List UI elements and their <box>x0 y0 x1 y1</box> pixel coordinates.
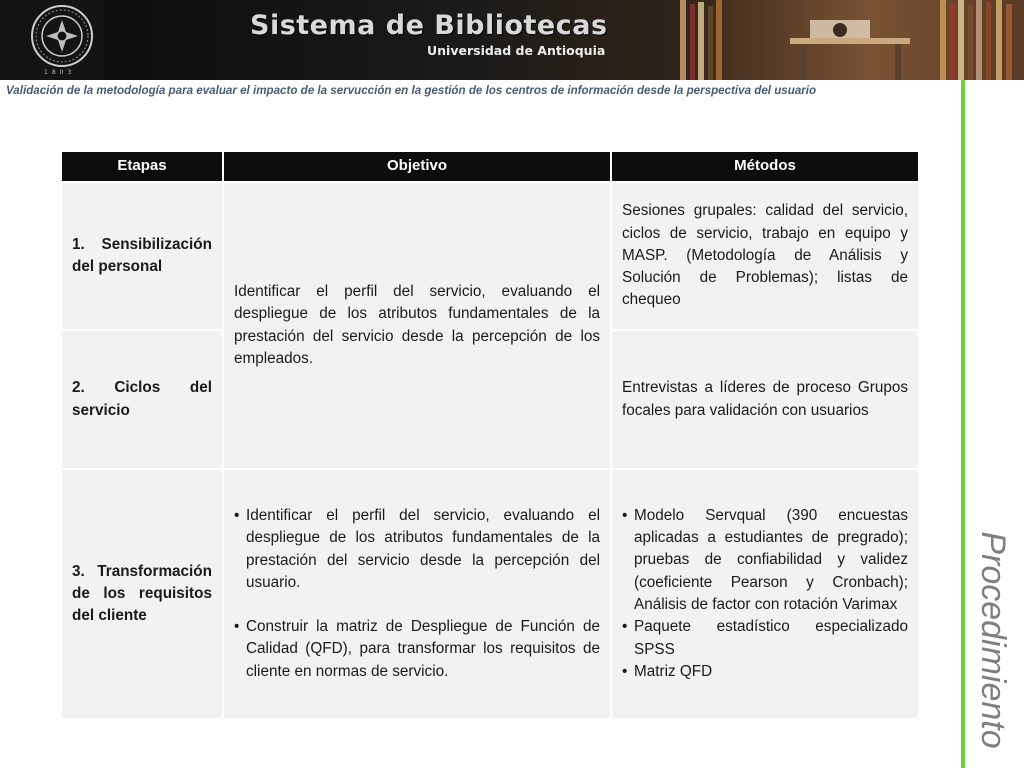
banner-subtitle: Universidad de Antioquia <box>427 43 606 58</box>
logo-area <box>0 0 104 80</box>
metodos-cell <box>612 470 918 718</box>
metodos-cell: Sesiones grupales: calidad del servicio, ciclos de servicio, trabajo en equipo y MASP. (Metodología de Análisis y Solución de Problemas); listas de chequeo <box>612 183 918 329</box>
metodos-cell: Entrevistas a líderes de proceso Grupos focales para validación con usuarios <box>612 331 918 468</box>
header-etapas: Etapas <box>62 152 222 181</box>
table-row <box>62 470 918 718</box>
table-row <box>62 183 918 329</box>
list-item: • Matriz QFD <box>622 661 908 683</box>
list-item: • Construir la matriz de Despliegue de Función de Calidad (QFD), para transformar los requisitos de cliente en normas de servicio. <box>234 616 600 683</box>
list-item: • Modelo Servqual (390 encuestas aplicadas a estudiantes de pregrado); pruebas de confiabilidad y validez (coeficiente Pearson y Cronbach); Análisis de factor con rotación Varimax <box>622 505 908 616</box>
objetivo-cell-shared: Identificar el perfil del servicio, evaluando el despliegue de los atributos fundamentales de la prestación del servicio desde la percepción de los empleados. <box>224 183 610 468</box>
etapa-cell: 2. Ciclos del servicio <box>62 331 222 468</box>
etapa-cell: 3. Transformación de los requisitos del cliente <box>62 470 222 718</box>
list-item: • Identificar el perfil del servicio, evaluando el despliegue de los atributos fundamentales de la prestación del servicio desde la percepción del usuario. <box>234 505 600 594</box>
header-metodos: Métodos <box>612 152 918 181</box>
objetivo-cell <box>224 470 610 718</box>
accent-divider <box>961 80 965 768</box>
slide-subtitle: Validación de la metodología para evaluar el impacto de la servucción en la gestión de los centros de información desde la perspectiva del usuario <box>6 84 817 97</box>
procedure-table <box>60 150 920 720</box>
banner-title: Sistema de Bibliotecas <box>250 10 608 41</box>
list-item: • Paquete estadístico especializado SPSS <box>622 616 908 661</box>
metodos-list <box>622 505 908 683</box>
header-objetivo: Objetivo <box>224 152 610 181</box>
library-photo <box>640 0 1024 80</box>
objetivo-list <box>234 505 600 683</box>
seal-year: 1803 <box>44 69 76 76</box>
table-header-row <box>62 152 918 181</box>
university-seal-logo <box>30 4 94 68</box>
header-banner <box>0 0 1024 80</box>
etapa-cell: 1. Sensibilización del personal <box>62 183 222 329</box>
section-label: Procedimiento <box>974 531 1012 749</box>
